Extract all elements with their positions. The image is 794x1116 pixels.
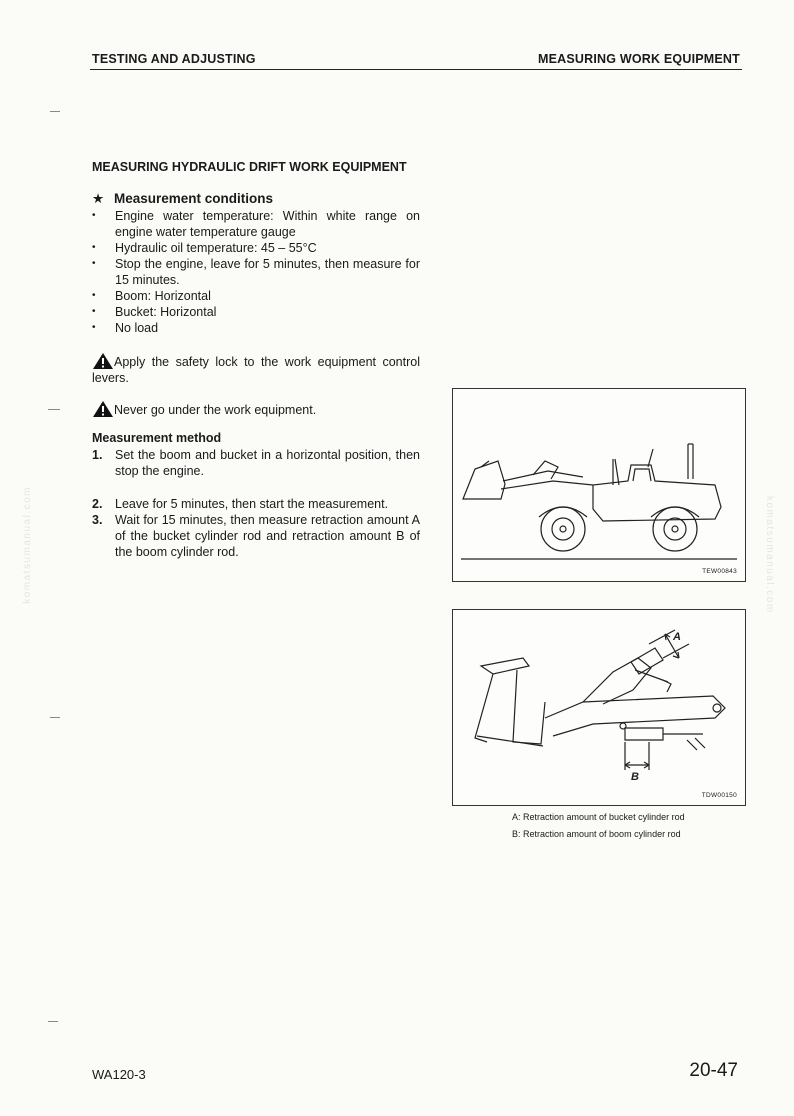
warning-triangle-icon <box>92 400 114 418</box>
condition-item: • Boom: Horizontal <box>92 288 420 304</box>
method-heading: Measurement method <box>92 431 222 445</box>
step-number: 2. <box>92 497 103 511</box>
method-step <box>92 447 420 479</box>
condition-item: • Engine water temperature: Within white range on engine water temperature gauge <box>92 208 420 240</box>
scan-speck <box>48 1021 58 1022</box>
condition-item: • Hydraulic oil temperature: 45 – 55°C <box>92 240 420 256</box>
conditions-heading <box>92 191 273 207</box>
figure-wheel-loader <box>452 388 746 582</box>
watermark-left: komatsumanual.com <box>22 486 33 604</box>
scan-speck <box>48 409 60 410</box>
method-step <box>92 496 420 512</box>
method-steps <box>92 447 420 560</box>
legend-b: B: Retraction amount of boom cylinder rod <box>512 829 681 839</box>
figure-code: TDW00150 <box>701 792 737 799</box>
scan-speck <box>50 717 60 718</box>
cylinder-detail-illustration <box>453 610 745 805</box>
warning-text: Apply the safety lock to the work equipment control levers. <box>92 355 420 385</box>
header-left-title: TESTING AND ADJUSTING <box>92 52 256 66</box>
legend-a: A: Retraction amount of bucket cylinder rod <box>512 812 685 822</box>
header-right-title: MEASURING WORK EQUIPMENT <box>537 52 740 66</box>
condition-item: • Stop the engine, leave for 5 minutes, then measure for 15 minutes. <box>92 256 420 288</box>
wheel-loader-illustration <box>453 389 745 581</box>
condition-item: • Bucket: Horizontal <box>92 304 420 320</box>
footer-model: WA120-3 <box>92 1067 146 1082</box>
footer-page-number: 20-47 <box>689 1060 738 1081</box>
watermark-right: komatsumanual.com <box>764 496 775 614</box>
label-b: B <box>631 771 639 783</box>
step-number: 1. <box>92 448 103 462</box>
header-rule <box>90 69 742 70</box>
scan-speck <box>50 111 60 112</box>
condition-item: • No load <box>92 320 420 336</box>
warning-safety-lock <box>92 352 420 386</box>
figure-code: TEW00843 <box>702 568 737 575</box>
star-icon: ★ <box>92 191 105 206</box>
section-title: MEASURING HYDRAULIC DRIFT WORK EQUIPMENT <box>92 160 407 174</box>
warning-triangle-icon <box>92 352 114 370</box>
method-step <box>92 512 420 560</box>
conditions-heading-text: Measurement conditions <box>114 191 274 206</box>
figure-cylinder-detail <box>452 609 746 806</box>
conditions-list <box>92 208 420 336</box>
warning-text: Never go under the work equipment. <box>114 403 317 417</box>
step-text: Set the boom and bucket in a horizontal position, then stop the engine. <box>115 448 420 478</box>
label-a: A <box>673 631 681 643</box>
step-text: Wait for 15 minutes, then measure retraction amount A of the bucket cylinder rod and retraction amount B of the boom cylinder rod. <box>115 513 420 559</box>
step-number: 3. <box>92 513 103 527</box>
warning-never-under <box>92 400 420 418</box>
step-text: Leave for 5 minutes, then start the measurement. <box>115 497 389 511</box>
